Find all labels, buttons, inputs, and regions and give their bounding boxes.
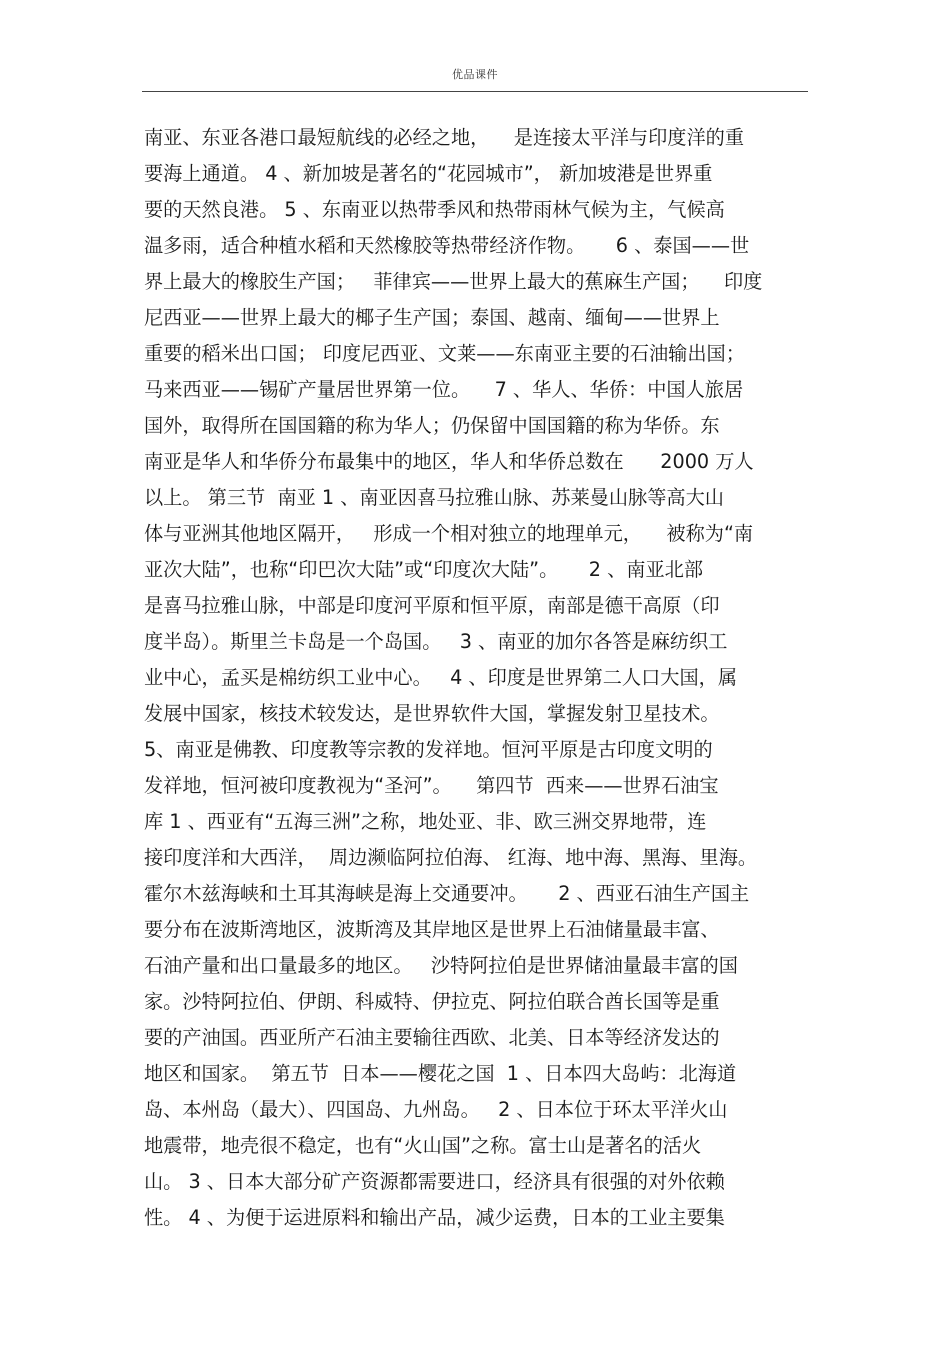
text-line: 发展中国家，核技术较发达，是世界软件大国，掌握发射卫星技术。 xyxy=(144,702,720,725)
text-line: 接印度洋和大西洋， 周边濒临阿拉伯海、 红海、地中海、黑海、里海。 xyxy=(144,846,758,869)
text-line: 家。沙特阿拉伯、伊朗、科威特、伊拉克、阿拉伯联合酋长国等是重 xyxy=(144,990,720,1013)
text-line: 性。 4 、为便于运进原料和输出产品，减少运费，日本的工业主要集 xyxy=(144,1206,725,1229)
text-line: 尼西亚——世界上最大的椰子生产国；泰国、越南、缅甸——世界上 xyxy=(144,306,720,329)
text-line: 业中心，孟买是棉纺织工业中心。 4 、印度是世界第二人口大国，属 xyxy=(144,666,738,689)
text-line: 南亚是华人和华侨分布最集中的地区，华人和华侨总数在 2000 万人 xyxy=(144,450,754,473)
text-line: 要的产油国。西亚所产石油主要输往西欧、北美、日本等经济发达的 xyxy=(144,1026,720,1049)
text-line: 霍尔木兹海峡和土耳其海峡是海上交通要冲。 2 、西亚石油生产国主 xyxy=(144,882,750,905)
header-divider xyxy=(142,91,808,92)
text-line: 亚次大陆”，也称“印巴次大陆”或“印度次大陆”。 2 、南亚北部 xyxy=(144,558,704,581)
text-line: 温多雨，适合种植水稻和天然橡胶等热带经济作物。 6 、泰国——世 xyxy=(144,234,750,257)
text-line: 是喜马拉雅山脉，中部是印度河平原和恒平原，南部是德干高原（印 xyxy=(144,594,720,617)
text-line: 岛、本州岛（最大）、四国岛、九州岛。 2 、日本位于环太平洋火山 xyxy=(144,1098,728,1121)
document-body xyxy=(144,120,814,1236)
text-line: 山。 3 、日本大部分矿产资源都需要进口，经济具有很强的对外依赖 xyxy=(144,1170,725,1193)
text-line: 发祥地，恒河被印度教视为“圣河”。 第四节 西来——世界石油宝 xyxy=(144,774,719,797)
text-line: 南亚、东亚各港口最短航线的必经之地， 是连接太平洋与印度洋的重 xyxy=(144,126,745,149)
text-line: 库 1 、西亚有“五海三洲”之称，地处亚、非、欧三洲交界地带，连 xyxy=(144,810,707,833)
text-line: 要分布在波斯湾地区，波斯湾及其岸地区是世界上石油储量最丰富、 xyxy=(144,918,720,941)
text-line: 地区和国家。 第五节 日本——樱花之国 1 、日本四大岛屿：北海道 xyxy=(144,1062,737,1085)
page-header: 优品课件 xyxy=(452,68,498,81)
text-line: 重要的稻米出口国； 印度尼西亚、文莱——东南亚主要的石油输出国； xyxy=(144,342,745,365)
text-line: 要的天然良港。 5 、东南亚以热带季风和热带雨林气候为主，气候高 xyxy=(144,198,725,221)
text-line: 地震带，地壳很不稳定，也有“火山国”之称。富士山是著名的活火 xyxy=(144,1134,702,1157)
text-line: 石油产量和出口量最多的地区。 沙特阿拉伯是世界储油量最丰富的国 xyxy=(144,954,738,977)
text-line: 马来西亚——锡矿产量居世界第一位。 7 、华人、华侨：中国人旅居 xyxy=(144,378,744,401)
text-line: 界上最大的橡胶生产国； 菲律宾——世界上最大的蕉麻生产国； 印度 xyxy=(144,270,763,293)
text-line: 要海上通道。 4 、新加坡是著名的“花园城市”， 新加坡港是世界重 xyxy=(144,162,713,185)
text-line: 体与亚洲其他地区隔开， 形成一个相对独立的地理单元， 被称为“南 xyxy=(144,522,754,545)
text-line: 度半岛）。斯里兰卡岛是一个岛国。 3 、南亚的加尔各答是麻纺织工 xyxy=(144,630,728,653)
text-line: 国外，取得所在国国籍的称为华人；仍保留中国国籍的称为华侨。东 xyxy=(144,414,720,437)
text-line: 以上。 第三节 南亚 1 、南亚因喜马拉雅山脉、苏莱曼山脉等高大山 xyxy=(144,486,724,509)
text-line: 5、南亚是佛教、印度教等宗教的发祥地。恒河平原是古印度文明的 xyxy=(144,738,713,761)
